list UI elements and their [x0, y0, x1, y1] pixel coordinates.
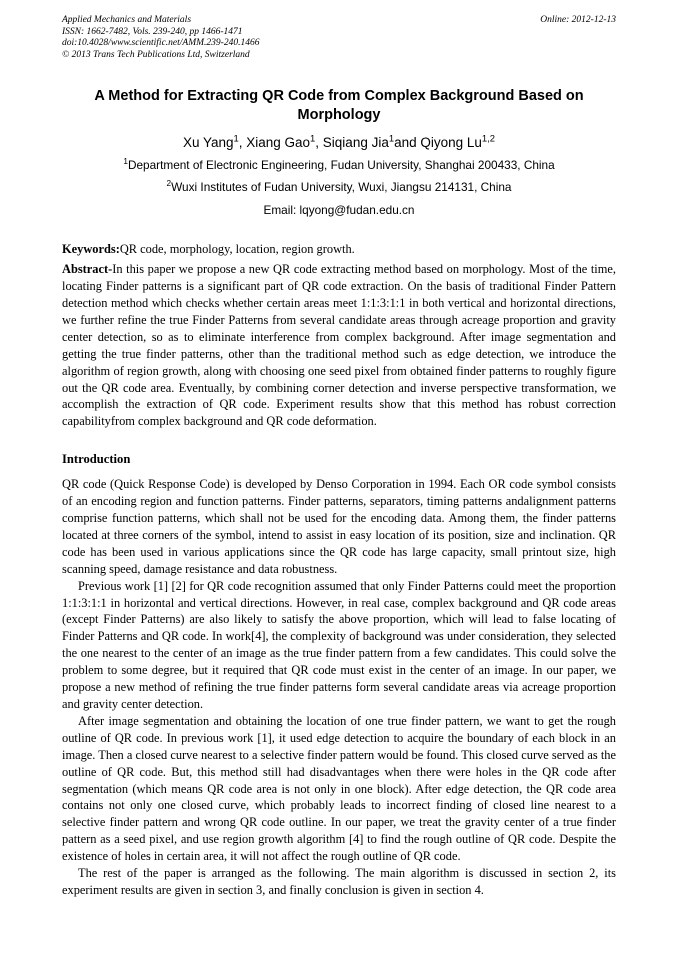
affiliation-marker: 1: [123, 157, 128, 167]
email-line: Email: lqyong@fudan.edu.cn: [263, 203, 415, 218]
paper-title: A Method for Extracting QR Code from Complex Background Based on Morphology: [94, 88, 584, 124]
author-name: Xu Yang: [182, 135, 234, 151]
authors-line: [62, 135, 616, 150]
affiliation-text: Wuxi Institutes of Fudan University, Wuxi, Jiangsu 214131, China: [171, 180, 512, 195]
journal-name: Applied Mechanics and Materials: [62, 15, 192, 25]
online-date: Online: 2012-12-13: [540, 15, 616, 25]
author-affiliation-marker: 1: [233, 133, 239, 145]
keywords-line: [62, 241, 616, 258]
abstract-text: In this paper we propose a new QR code extracting method based on morphology. Most of the time, locating Finder patterns is a significant part of QR code extraction. On the basis of traditional Finder Pattern detection method which checks whether certain areas meet 1:1:3:1:1 in both vertical and horizontal directions, we further refine the true Finder Patterns from several candidate areas through acreage proportion and gravity center detection, so as to eliminate interference from complex background. After image segmentation and getting the true finder patterns, other than the traditional method such as edge detection, we introduce the algorithm of region growth, along with choosing one seed pixel from obtained finder patterns to roughly figure out the QR code area. Eventually, by combining corner detection and inverse perspective transformation, we accomplish the extraction of QR code. Experiment results show that this method has robust correction capabilityfrom complex background and QR code deformation.: [62, 262, 616, 429]
affiliation-text: Department of Electronic Engineering, Fudan University, Shanghai 200433, China: [127, 158, 555, 173]
abstract-paragraph: [62, 261, 616, 430]
issn-line: ISSN: 1662-7482, Vols. 239-240, pp 1466-1471: [62, 26, 243, 37]
affiliation-1: [62, 158, 616, 172]
journal-header-row: [62, 15, 616, 27]
author-name: , Siqiang Jia: [315, 135, 389, 151]
abstract-label: Abstract-: [62, 262, 113, 277]
paragraph: Previous work [1] [2] for QR code recognition assumed that only Finder Patterns could meet the proportion 1:1:3:1:1 in horizontal and vertical directions. However, in real case, complex background and QR code areas (except Finder Patterns) are also likely to satisfy the above proportion, which will lead to false locating of Finder Patterns and QR code. In work[4], the complexity of background was under consideration, they selected the one nearest to the center of an image as the true finder pattern from a few candidates. This could solve the problem to some degree, but it required that QR code must exist in the center of an image. In our paper, we propose a new method of refining the true finder patterns form several candidate areas via acreage proportion and gravity center detection.: [62, 578, 616, 711]
doi-line: doi:10.4028/www.scientific.net/AMM.239-240.1466: [62, 38, 260, 48]
paragraph: After image segmentation and obtaining the location of one true finder pattern, we want to get the rough outline of QR code. In previous work [1], it used edge detection to acquire the boundary of each block in an image. Then a closed curve nearest to a selective finder pattern would be found. This closed curve served as the outline of QR code. But, this method still had disadvantages when there were holes in the QR code after segmentation (which means QR code area is not only in one block). After edge detection, the QR code area contains not only one closed curve, which probably leads to incorrect finding of closed line nearest to a selective finder pattern and wrong QR code outline. In our paper, we treat the gravity center of a true finder pattern as a seed pixel, and use region growth algorithm [4] to find the rough outline of QR code. Despite the existence of holes in certain area, it will not affect the rough outline of QR code.: [62, 713, 616, 864]
affiliation-marker: 2: [166, 179, 172, 189]
section-heading-introduction: Introduction: [62, 452, 131, 467]
paragraph: QR code (Quick Response Code) is developed by Denso Corporation in 1994. Each OR code symbol consists of an encoding region and function patterns. Finder patterns, separators, timing patterns andalignment patterns comprise function patterns, which shall not be used for the encoding data. Among them, the finder patterns located at three corners of the symbol, intend to assist in easy location of its position, size and inclination. QR code has been used in various applications since the QR code has large capacity, small printout size, high scanning speed, damage resistance and data robustness.: [62, 477, 616, 576]
author-name: and Qiyong Lu: [394, 135, 482, 151]
keywords-label: Keywords:: [62, 242, 120, 257]
author-affiliation-marker: 1: [310, 133, 316, 145]
paragraph: The rest of the paper is arranged as the following. The main algorithm is discussed in section 2, its experiment results are given in section 3, and finally conclusion is given in section 4.: [62, 866, 616, 897]
keywords-text: QR code, morphology, location, region growth.: [119, 242, 355, 257]
affiliation-2: [62, 180, 616, 194]
journal-header: [62, 15, 616, 61]
copyright-line: © 2013 Trans Tech Publications Ltd, Switzerland: [62, 49, 250, 60]
author-affiliation-marker: 1,2: [481, 133, 496, 145]
author-affiliation-marker: 1: [388, 133, 395, 145]
author-name: , Xiang Gao: [238, 135, 311, 151]
